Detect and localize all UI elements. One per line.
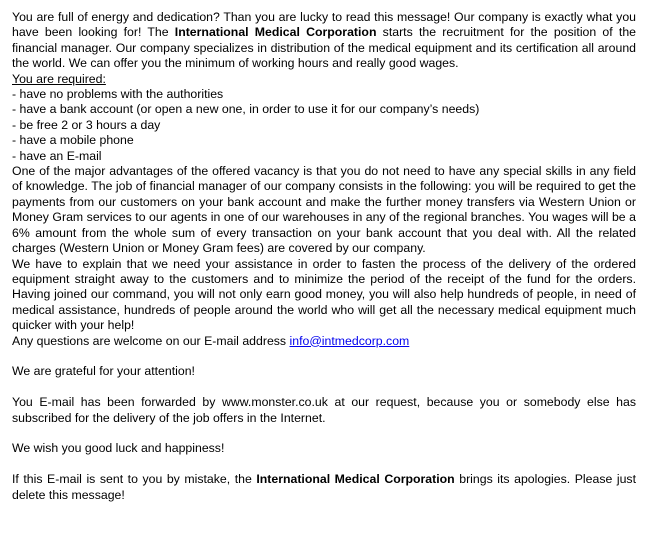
requirement-item: - have no problems with the authorities — [12, 87, 224, 102]
intro-paragraph — [12, 10, 636, 72]
requirement-item: - have an E-mail — [12, 148, 102, 163]
requirements-list — [12, 87, 636, 164]
assistance-paragraph: We have to explain that we need your assistance in order to fasten the process of the delivery of the ordered equipment straight away to the customers and to minimize the period of the receipt of the fund for the orders. Having joined our command, you will not only earn good money, you will also help hundreds of people, in need of medical assistance, hundreds of people around the world who will get all the necessary medical equipment much quicker with your help! — [12, 256, 636, 333]
advantages-paragraph: One of the major advantages of the offered vacancy is that you do not need to have any special skills in any field of knowledge. The job of financial manager of our company consists in the following: you will be required to get the payments from our customers on your bank account and make the further money transfers via Western Union or Money Gram services to our agents in one of our warehouses in any of the regional branches. You wages will be a 6% amount from the whole sum of every transaction on your bank account that you deal with. All the related charges (Western Union or Money Gram fees) are covered by our company. — [12, 164, 636, 256]
closing-paragraph — [12, 472, 636, 503]
requirement-item: - have a mobile phone — [12, 133, 134, 148]
spacer — [12, 380, 636, 395]
luck-line: We wish you good luck and happiness! — [12, 441, 225, 456]
closing-text-a: If this E-mail is sent to you by mistake, the — [12, 472, 257, 487]
spacer — [12, 426, 636, 441]
closing-text-b: brings its apologies. Please just delete this message! — [12, 472, 637, 502]
intro-company-name: International Medical Corporation — [174, 25, 377, 40]
closing-company-name: International Medical Corporation — [256, 472, 455, 487]
grateful-line: We are grateful for your attention! — [12, 364, 195, 379]
requirement-item: - be free 2 or 3 hours a day — [12, 117, 161, 132]
email-link[interactable]: info@intmedcorp.com — [289, 333, 410, 348]
spacer — [12, 457, 636, 472]
requirement-item: - have a bank account (or open a new one, in order to use it for our company’s needs) — [12, 102, 480, 117]
questions-text: Any questions are welcome on our E-mail address — [12, 333, 290, 348]
requirements-heading: You are required: — [12, 71, 106, 86]
spacer — [12, 349, 636, 364]
email-body — [12, 10, 636, 503]
intro-text-b: starts the recruitment for the position of the financial manager. Our company specializes in distribution of the medical equipment and its certification all around the world. We can offer you the minimum of working hours and really good wages. — [12, 25, 636, 71]
forwarded-paragraph: You E-mail has been forwarded by www.monster.co.uk at our request, because you or somebody else has subscribed for the delivery of the job offers in the Internet. — [12, 395, 636, 425]
questions-line — [12, 334, 636, 349]
intro-text-a: You are full of energy and dedication? Than you are lucky to read this message! Our company is exactly what you have been looking for! The — [12, 10, 636, 40]
